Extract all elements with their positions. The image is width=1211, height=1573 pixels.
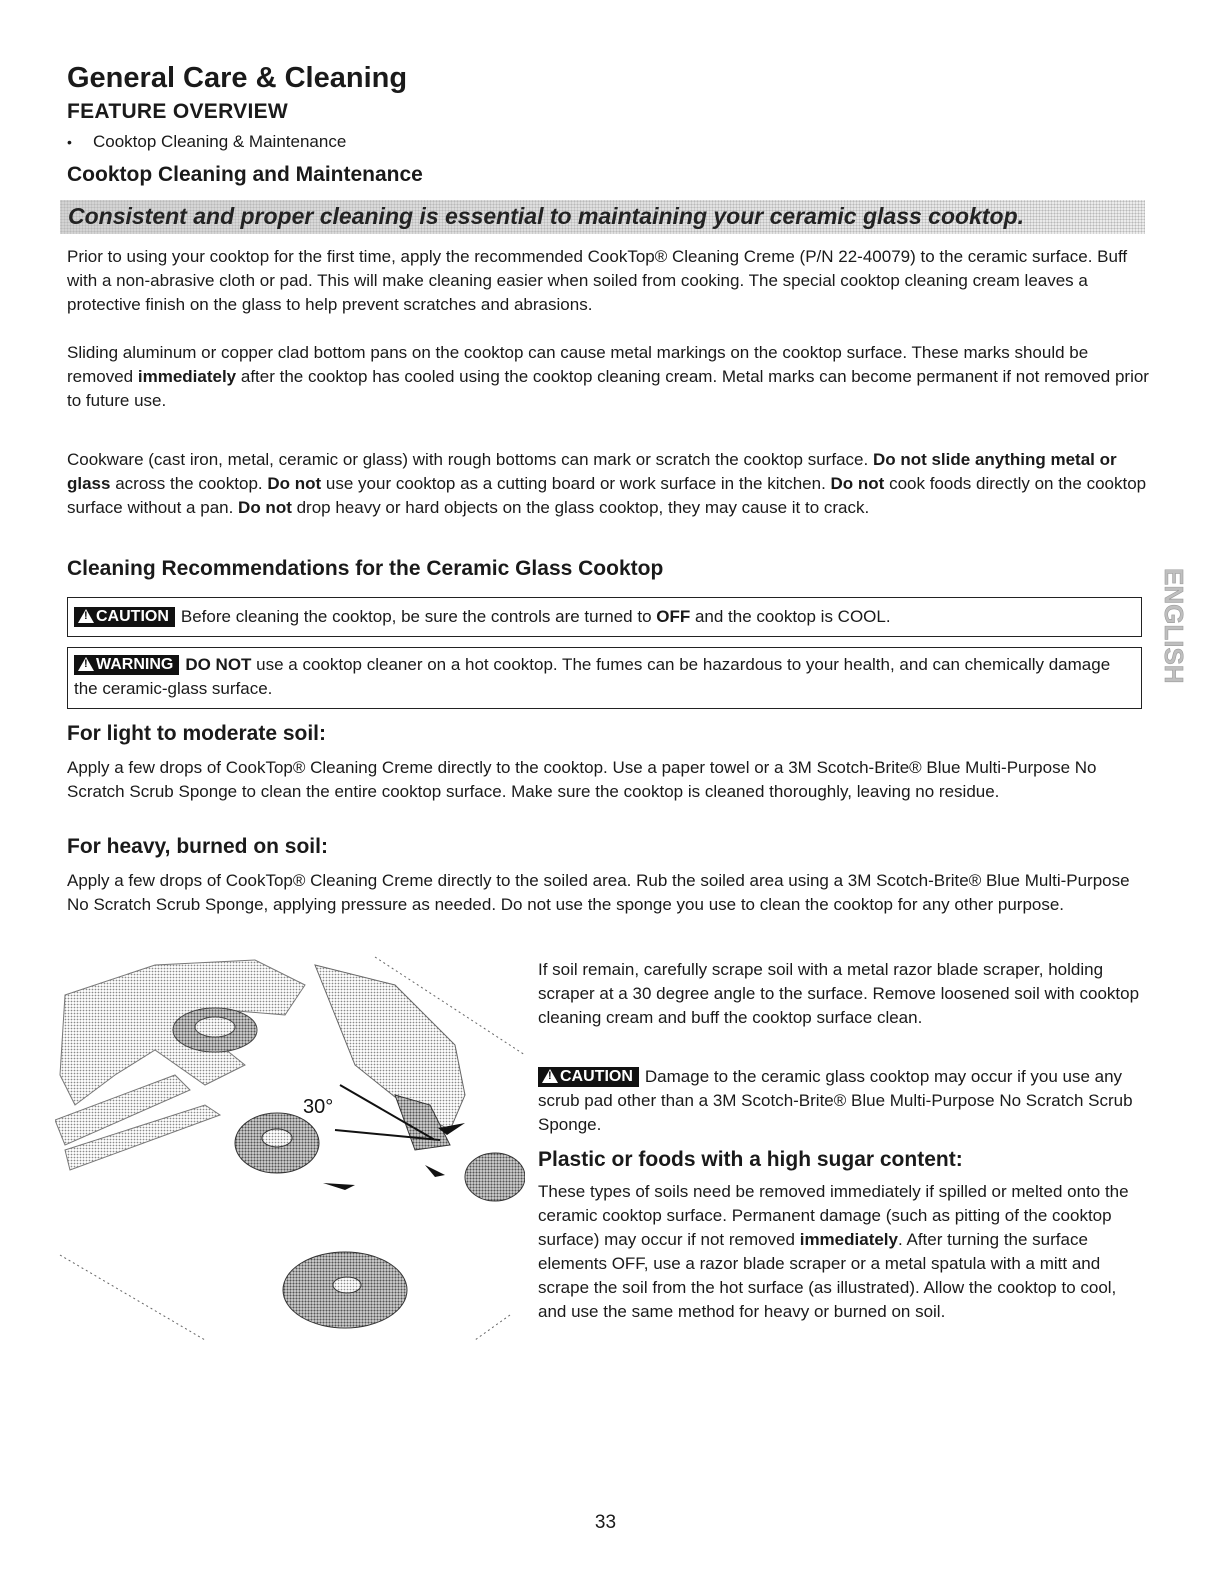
text-run: . After turning the surface elements OFF, use a razor blade scraper or a metal spatula with a mitt and scrape the soil from the hot surface (as illustrated). Allow the cooktop to cool, and use the same method for heavy or burned on soil. xyxy=(538,1230,1117,1321)
bullet-dot-icon: • xyxy=(67,134,72,150)
paragraph-first-use: Prior to using your cooktop for the first time, apply the recommended CookTop® Cleaning Creme (P/N 22-40079) to the ceramic surface. Buff with a non-abrasive cloth or pad. This will make cleaning easier when soiled from cooking. The special cooktop cleaning cream leaves a protective finish on the glass to help prevent scratches and abrasions. xyxy=(67,247,1128,314)
text-run: These types of soils need be removed immediately if spilled or melted onto the ceramic cooktop surface. Permanent damage (such as pitting of the cooktop surface) may occur if not removed xyxy=(538,1182,1129,1249)
light-soil-text: Apply a few drops of CookTop® Cleaning Creme directly to the cooktop. Use a paper towel or a 3M Scotch-Brite® Blue Multi-Purpose No Scratch Scrub Sponge to clean the entire cooktop surface. Make sure the cooktop is cleaned thoroughly, leaving no residue. xyxy=(67,758,1097,801)
sugar-heading: Plastic or foods with a high sugar content: xyxy=(538,1148,963,1171)
overview-bullet-text: Cooktop Cleaning & Maintenance xyxy=(93,132,347,151)
scrape-caution xyxy=(538,1065,1143,1137)
warning-triangle-icon xyxy=(78,657,94,671)
scraper-illustration xyxy=(55,955,525,1350)
text-run: Cookware (cast iron, metal, ceramic or glass) with rough bottoms can mark or scratch the cooktop surface. xyxy=(67,450,873,469)
emphasis-text: OFF xyxy=(656,607,691,626)
paragraph-metal-marks xyxy=(67,341,1152,413)
caution-box xyxy=(67,597,1142,637)
caution-badge xyxy=(538,1067,639,1087)
warning-triangle-icon xyxy=(78,609,94,623)
emphasis-text: immediately xyxy=(137,367,237,386)
section-heading-recommendations: Cleaning Recommendations for the Ceramic Glass Cooktop xyxy=(67,557,664,580)
text-run: Sliding aluminum or copper clad bottom pans on the cooktop can cause metal markings on the cooktop surface. These marks should be removed xyxy=(67,343,1089,386)
warning-triangle-icon xyxy=(542,1069,558,1083)
warning-box xyxy=(67,647,1142,709)
sugar-text xyxy=(538,1180,1143,1324)
text-run: cook foods directly on the cooktop surface without a pan. xyxy=(67,474,1147,517)
feature-overview-heading: FEATURE OVERVIEW xyxy=(67,100,289,123)
english-tab-text xyxy=(1155,568,1190,713)
emphasis-text: Do not xyxy=(830,474,885,493)
tip-banner xyxy=(60,200,1145,234)
text-run: after the cooktop has cooled using the cooktop cleaning cream. Metal marks can become permanent if not removed prior to future use. xyxy=(67,367,1149,410)
frame-line xyxy=(475,1315,510,1340)
emphasis-text: Do not slide anything metal or glass xyxy=(67,450,1117,493)
text-run: drop heavy or hard objects on the glass cooktop, they may cause it to crack. xyxy=(291,498,870,517)
debris-mark xyxy=(425,1165,445,1177)
warning-badge-label: WARNING xyxy=(96,656,174,673)
caution-badge xyxy=(74,607,175,627)
section-heading-cooktop: Cooktop Cleaning and Maintenance xyxy=(67,163,423,186)
burner-disc-center xyxy=(262,1129,292,1147)
frame-line xyxy=(60,1255,205,1340)
emphasis-text: Do not xyxy=(238,498,292,517)
angle-label: 30° xyxy=(303,1096,334,1118)
overview-bullet xyxy=(67,132,346,152)
text-run: Before cleaning the cooktop, be sure the controls are turned to xyxy=(180,607,657,626)
page-number: 33 xyxy=(594,1512,617,1533)
cooktop-scraping-drawing xyxy=(55,955,525,1350)
scrape-text: If soil remain, carefully scrape soil with a metal razor blade scraper, holding scraper at a 30 degree angle to the surface. Remove loosened soil with cooktop cleaning cream and buff the cooktop surface clean. xyxy=(538,960,1140,1027)
page-title: General Care & Cleaning xyxy=(67,62,408,94)
emphasis-text: DO NOT xyxy=(185,655,252,674)
tip-banner-text: Consistent and proper cleaning is essential to maintaining your ceramic glass cooktop. xyxy=(68,203,1025,229)
side-tab-label: ENGLISH xyxy=(1159,568,1189,684)
warning-badge xyxy=(74,655,179,675)
text-run: use a cooktop cleaner on a hot cooktop. The fumes can be hazardous to your health, and can chemically damage the ceramic-glass surface. xyxy=(74,655,1111,698)
debris-mark xyxy=(323,1183,355,1190)
caution-badge-label: CAUTION xyxy=(560,1068,633,1085)
emphasis-text: immediately xyxy=(799,1230,898,1249)
caution-badge-label: CAUTION xyxy=(96,608,169,625)
text-run: use your cooktop as a cutting board or work surface in the kitchen. xyxy=(321,474,831,493)
light-soil-heading: For light to moderate soil: xyxy=(67,722,327,745)
burner-cap xyxy=(195,1017,235,1037)
heavy-soil-heading: For heavy, burned on soil: xyxy=(67,835,328,858)
mitt-shape xyxy=(315,965,465,1130)
language-side-tab xyxy=(1155,568,1190,713)
text-run: across the cooktop. xyxy=(110,474,268,493)
emphasis-text: Do not xyxy=(267,474,322,493)
paragraph-cookware xyxy=(67,448,1152,520)
burner-disc xyxy=(465,1153,525,1201)
text-run: and the cooktop is COOL. xyxy=(690,607,891,626)
heavy-soil-text: Apply a few drops of CookTop® Cleaning Creme directly to the soiled area. Rub the soiled area using a 3M Scotch-Brite® Blue Multi-Purpose No Scratch Scrub Sponge, applying pressure as needed. Do not use the sponge you use to clean the cooktop for any other purpose. xyxy=(67,871,1130,914)
burner-disc-center xyxy=(333,1277,361,1293)
text-run: Damage to the ceramic glass cooktop may occur if you use any scrub pad other than a 3M Scotch-Brite® Blue Multi-Purpose No Scratch Scrub Sponge. xyxy=(538,1067,1133,1134)
